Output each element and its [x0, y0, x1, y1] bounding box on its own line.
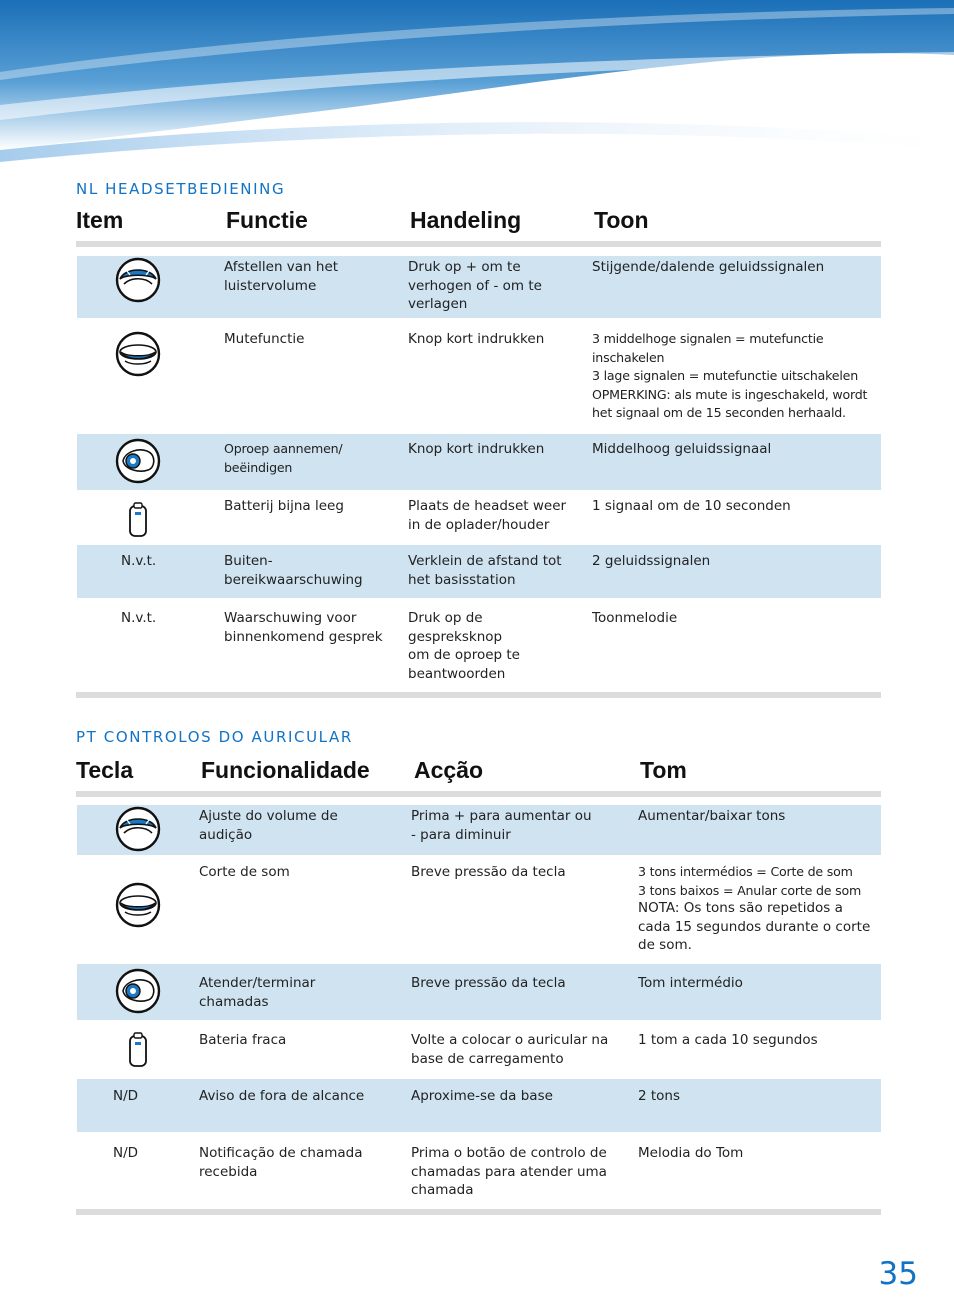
- table-bottom-rule: [76, 692, 881, 698]
- tone-text: 2 geluidssignalen: [592, 553, 711, 569]
- function-text: Afstellen van het luistervolume: [224, 259, 339, 294]
- mute-control-icon: [115, 882, 161, 928]
- tone-text: Aumentar/baixar tons: [638, 808, 786, 824]
- tone-text: Melodia do Tom: [638, 1145, 744, 1161]
- action-text: Breve pressão da tecla: [411, 975, 566, 991]
- column-header-action: Handeling: [410, 207, 522, 233]
- action-text: Druk op de gespreksknop om de oproep te beantwoorden: [408, 610, 520, 682]
- section-title-nl: NL HEADSETBEDIENING: [76, 180, 286, 198]
- column-header-item: Item: [76, 207, 124, 233]
- action-text: Knop kort indrukken: [408, 441, 545, 457]
- function-text: Corte de som: [199, 864, 290, 880]
- action-text: Prima + para aumentar ou - para diminuir: [411, 808, 592, 843]
- function-text: Oproep aannemen/ beëindigen: [224, 441, 343, 475]
- function-text: Notificação de chamada recebida: [199, 1145, 363, 1180]
- tone-text: Middelhoog geluidssignaal: [592, 441, 772, 457]
- function-text: Buiten- bereikwaarschuwing: [224, 553, 363, 588]
- function-text: Waarschuwing voor binnenkomend gesprek: [224, 610, 383, 645]
- function-text: Atender/terminar chamadas: [199, 975, 316, 1010]
- volume-control-icon: [115, 806, 161, 852]
- item-text: N/D: [113, 1088, 139, 1104]
- table-bottom-rule: [76, 1209, 881, 1215]
- tone-text: 2 tons: [638, 1088, 681, 1104]
- table-row: [77, 256, 881, 318]
- action-text: Knop kort indrukken: [408, 331, 545, 347]
- item-text: N.v.t.: [121, 610, 157, 626]
- tone-small-text: 3 tons intermédios = Corte de som 3 tons baixos = Anular corte de som: [638, 864, 862, 898]
- tone-text: 1 tom a cada 10 segundos: [638, 1032, 818, 1048]
- action-text: Prima o botão de controlo de chamadas para atender uma chamada: [411, 1145, 607, 1198]
- table-row: [77, 434, 881, 490]
- function-text: Aviso de fora de alcance: [199, 1088, 365, 1104]
- table-row: [77, 964, 881, 1020]
- section-title-pt: PT CONTROLOS DO AURICULAR: [76, 728, 353, 746]
- column-header-function: Funcionalidade: [201, 757, 370, 783]
- header-wave-decoration: [0, 0, 954, 175]
- action-text: Volte a colocar o auricular na base de carregamento: [411, 1032, 609, 1067]
- function-text: Bateria fraca: [199, 1032, 287, 1048]
- table-row: [77, 598, 881, 690]
- header-rule: [76, 241, 881, 247]
- function-text: Mutefunctie: [224, 331, 305, 347]
- column-header-tone: Tom: [640, 757, 687, 783]
- table-row: [77, 318, 881, 434]
- action-text: Aproxime-se da base: [411, 1088, 553, 1104]
- function-text: Batterij bijna leeg: [224, 498, 344, 514]
- call-button-icon: [115, 968, 161, 1014]
- action-text: Druk op + om te verhogen of - om te verlagen: [408, 259, 542, 312]
- call-button-icon: [115, 438, 161, 484]
- header-rule: [76, 791, 881, 797]
- table-row: [77, 805, 881, 855]
- action-text: Breve pressão da tecla: [411, 864, 566, 880]
- column-header-key: Tecla: [76, 757, 134, 783]
- tone-text: NOTA: Os tons são repetidos a cada 15 segundos durante o corte de som.: [638, 900, 871, 953]
- function-text: Ajuste do volume de audição: [199, 808, 338, 843]
- battery-icon: [127, 502, 149, 538]
- tone-text: Stijgende/dalende geluidssignalen: [592, 259, 825, 275]
- column-header-action: Acção: [414, 757, 484, 783]
- table-row: [77, 545, 881, 598]
- volume-control-icon: [115, 257, 161, 303]
- tone-text: Tom intermédio: [638, 975, 743, 991]
- tone-text: 1 signaal om de 10 seconden: [592, 498, 791, 514]
- table-row: [77, 490, 881, 545]
- tone-text: Toonmelodie: [592, 610, 678, 626]
- table-row: [77, 1020, 881, 1079]
- table-row: [77, 1079, 881, 1132]
- tone-text: 3 middelhoge signalen = mutefunctie inschakelen 3 lage signalen = mutefunctie uitschakelen OPMERKING: als mute is ingeschakeld, wordt het signaal om de 15 seconden herhaald.: [592, 331, 868, 420]
- table-row: [77, 855, 881, 964]
- item-text: N/D: [113, 1145, 139, 1161]
- page-number: 35: [878, 1256, 918, 1292]
- battery-icon: [127, 1032, 149, 1068]
- item-text: N.v.t.: [121, 553, 157, 569]
- table-row: [77, 1132, 881, 1207]
- column-header-tone: Toon: [594, 207, 649, 233]
- action-text: Verklein de afstand tot het basisstation: [408, 553, 562, 588]
- column-header-function: Functie: [226, 207, 308, 233]
- action-text: Plaats de headset weer in de oplader/houder: [408, 498, 567, 533]
- mute-control-icon: [115, 331, 161, 377]
